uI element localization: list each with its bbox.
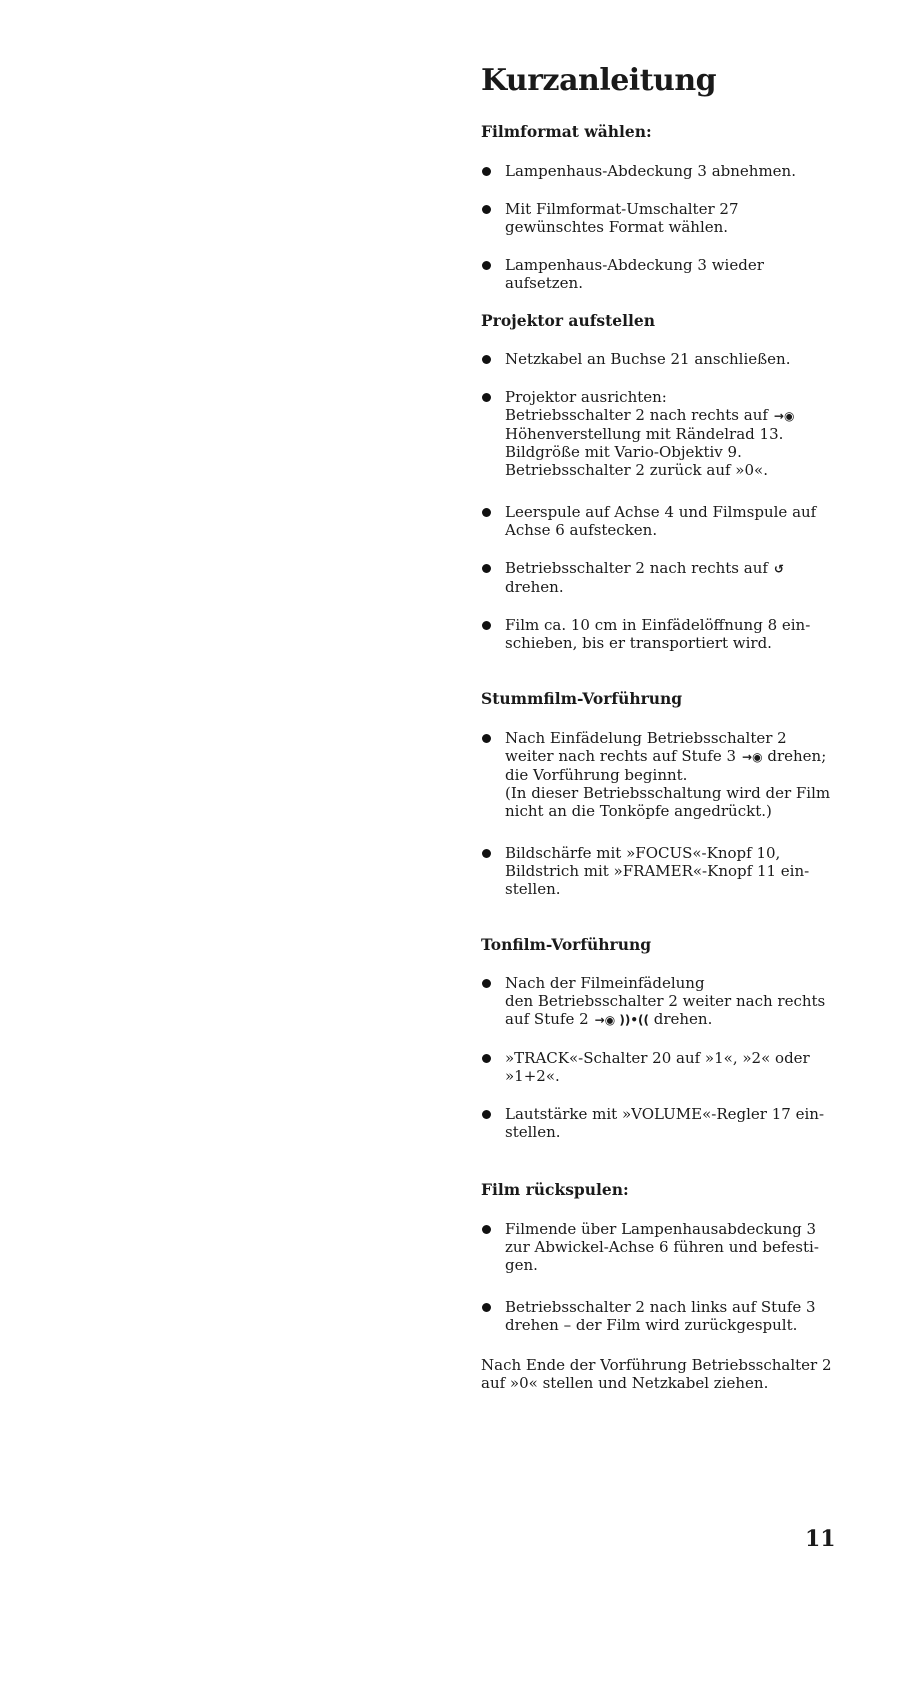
bullet-icon	[482, 1303, 491, 1312]
bullet-icon	[482, 734, 491, 743]
section-rueckspulen	[481, 1181, 841, 1334]
bullet-icon	[482, 508, 491, 517]
thread-symbol-icon: ↺	[773, 562, 784, 577]
section-heading: Stummfilm-Vorführung	[481, 689, 683, 709]
instructions-column	[481, 64, 841, 1392]
forward-symbol-icon: →◉	[773, 409, 795, 424]
bullet-icon	[482, 1054, 491, 1063]
bullet-list	[481, 162, 841, 292]
section-projektor-aufstellen	[481, 312, 841, 653]
list-item: Lampenhaus-Abdeckung 3 wieder aufsetzen.	[481, 256, 841, 292]
bullet-icon	[482, 393, 491, 402]
list-item: »TRACK«-Schalter 20 auf »1«, »2« oder »1+2«.	[481, 1049, 841, 1085]
bullet-icon	[482, 564, 491, 573]
section-heading: Film rückspulen:	[481, 1180, 629, 1200]
section-heading: Projektor aufstellen	[481, 310, 656, 330]
list-item: Bildschärfe mit »FOCUS«-Knopf 10, Bildstrich mit »FRAMER«-Knopf 11 ein- stellen.	[481, 844, 841, 898]
list-item: Lampenhaus-Abdeckung 3 abnehmen.	[481, 162, 841, 180]
page-title: Kurzanleitung	[481, 63, 717, 98]
bullet-icon	[482, 167, 491, 176]
bullet-list	[481, 1220, 841, 1334]
list-item: Nach Einfädelung Betriebsschalter 2 weiter nach rechts auf Stufe 3 →◉ drehen; die Vorführung beginnt. (In dieser Betriebsschaltung wird der Film nicht an die Tonköpfe angedrückt.)	[481, 729, 841, 820]
list-item: Film ca. 10 cm in Einfädelöffnung 8 ein- schieben, bis er transportiert wird.	[481, 616, 841, 652]
forward-symbol-icon: →◉	[742, 749, 763, 764]
list-item: Betriebsschalter 2 nach links auf Stufe 3 drehen – der Film wird zurückgespult.	[481, 1298, 841, 1334]
section-heading: Filmformat wählen:	[481, 122, 652, 141]
list-item: Leerspule auf Achse 4 und Filmspule auf Achse 6 aufstecken.	[481, 503, 841, 539]
section-tonfilm	[481, 936, 841, 1142]
bullet-icon	[482, 355, 491, 364]
bullet-icon	[482, 849, 491, 858]
closing-note: Nach Ende der Vorführung Betriebsschalter 2 auf »0« stellen und Netzkabel ziehen.	[481, 1355, 832, 1392]
bullet-icon	[482, 1225, 491, 1234]
bullet-icon	[482, 979, 491, 988]
section-filmformat	[481, 123, 841, 292]
list-item: Betriebsschalter 2 nach rechts auf ↺ drehen.	[481, 559, 841, 596]
list-item: Nach der Filmeinfädelung den Betriebsschalter 2 weiter nach rechts auf Stufe 2 →◉ ))•(( drehen.	[481, 974, 841, 1029]
bullet-list	[481, 350, 841, 652]
list-item: Netzkabel an Buchse 21 anschließen.	[481, 350, 841, 368]
bullet-icon	[482, 205, 491, 214]
sound-symbol-icon: →◉ ))•((	[594, 1013, 649, 1028]
list-item: Lautstärke mit »VOLUME«-Regler 17 ein- stellen.	[481, 1105, 841, 1141]
bullet-icon	[482, 1110, 491, 1119]
bullet-list	[481, 729, 841, 898]
page-number: 11	[805, 1526, 836, 1552]
list-item: Mit Filmformat-Umschalter 27 gewünschtes Format wählen.	[481, 200, 841, 236]
bullet-list	[481, 974, 841, 1141]
section-heading: Tonfilm-Vorführung	[481, 934, 652, 954]
bullet-icon	[482, 261, 491, 270]
list-item: Projektor ausrichten: Betriebsschalter 2 nach rechts auf →◉ Höhenverstellung mit Rändelrad 13. Bildgröße mit Vario-Objektiv 9. Betriebsschalter 2 zurück auf »0«.	[481, 388, 841, 479]
list-item: Filmende über Lampenhausabdeckung 3 zur Abwickel-Achse 6 führen und befesti- gen.	[481, 1220, 841, 1274]
section-stummfilm	[481, 690, 841, 898]
bullet-icon	[482, 621, 491, 630]
